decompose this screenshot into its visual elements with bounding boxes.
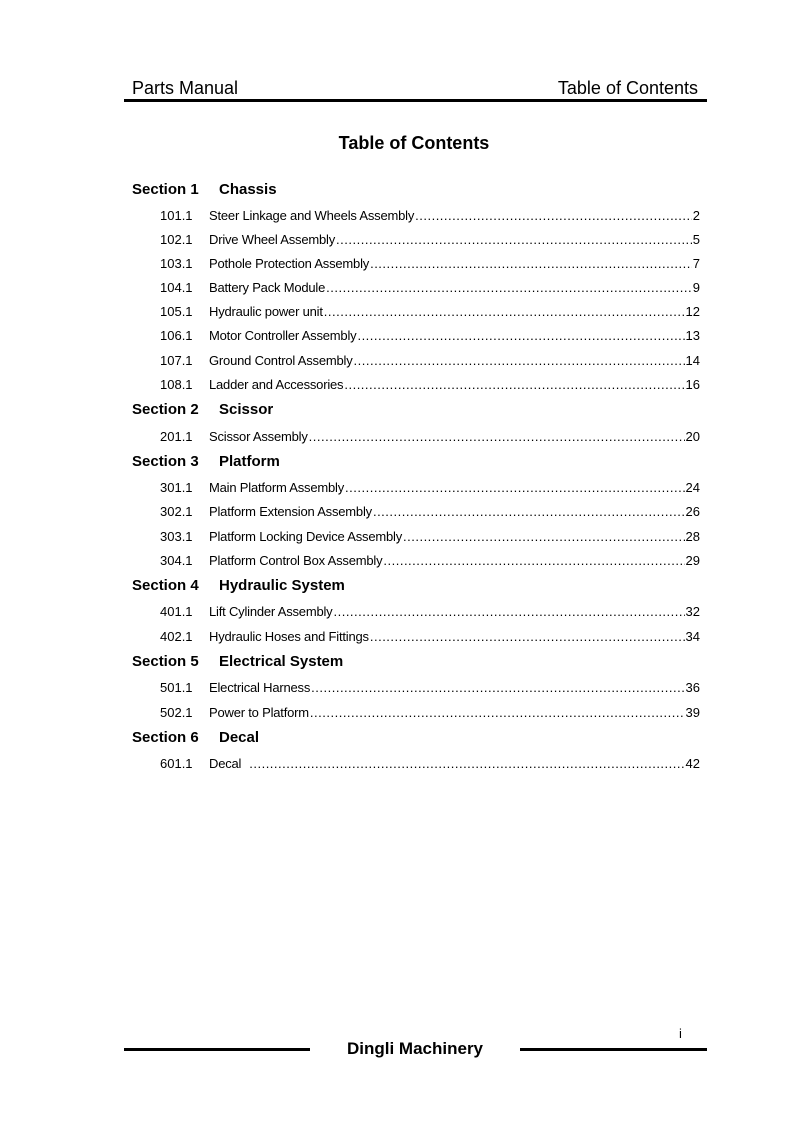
section-number: Section 2 (132, 401, 199, 418)
toc-entry-601-1[interactable] (160, 755, 700, 773)
entry-title: Ladder and Accessories (209, 377, 344, 392)
entry-number: 402.1 (160, 629, 193, 644)
dot-leader (336, 231, 692, 249)
toc-entry-304-1[interactable] (160, 552, 700, 570)
toc-entry-105-1[interactable] (160, 303, 700, 321)
toc-entry-104-1[interactable] (160, 279, 700, 297)
toc-entry-402-1[interactable] (160, 628, 700, 646)
dot-leader (345, 479, 684, 497)
entry-page: 9 (692, 280, 700, 295)
section-heading-hydraulic-system[interactable] (132, 576, 345, 596)
entry-number: 103.1 (160, 256, 193, 271)
section-number: Section 4 (132, 577, 199, 594)
toc-entry-102-1[interactable] (160, 231, 700, 249)
section-heading-chassis[interactable] (132, 180, 277, 200)
entry-page: 13 (685, 328, 700, 343)
dot-leader (383, 552, 684, 570)
page-title: Table of Contents (338, 133, 490, 153)
entry-page: 12 (685, 304, 700, 319)
entry-page: 36 (685, 680, 700, 695)
dot-leader (249, 755, 684, 773)
dot-leader (333, 603, 684, 621)
section-heading-platform[interactable] (132, 452, 280, 472)
entry-number: 107.1 (160, 353, 193, 368)
entry-title: Lift Cylinder Assembly (209, 604, 333, 619)
section-heading-electrical-system[interactable] (132, 652, 343, 672)
entry-title: Pothole Protection Assembly (209, 256, 370, 271)
entry-title: Electrical Harness (209, 680, 311, 695)
entry-number: 105.1 (160, 304, 193, 319)
dot-leader (344, 376, 684, 394)
entry-page: 24 (685, 480, 700, 495)
entry-number: 601.1 (160, 756, 193, 771)
toc-entry-101-1[interactable] (160, 207, 700, 225)
entry-number: 108.1 (160, 377, 193, 392)
entry-page: 28 (685, 529, 700, 544)
dot-leader (370, 255, 692, 273)
entry-title: Ground Control Assembly (209, 353, 353, 368)
entry-number: 106.1 (160, 328, 193, 343)
header-section-title: Table of Contents (557, 78, 698, 98)
entry-title: Main Platform Assembly (209, 480, 345, 495)
section-number: Section 6 (132, 729, 199, 746)
footer-rule-right (520, 1048, 707, 1051)
toc-entry-502-1[interactable] (160, 704, 700, 722)
entry-number: 502.1 (160, 705, 193, 720)
header-rule (124, 99, 707, 102)
entry-title: Scissor Assembly (209, 429, 308, 444)
entry-title: Platform Extension Assembly (209, 504, 372, 519)
entry-number: 303.1 (160, 529, 193, 544)
entry-title: Hydraulic Hoses and Fittings (209, 629, 369, 644)
entry-title: Battery Pack Module (209, 280, 326, 295)
toc-entry-301-1[interactable] (160, 479, 700, 497)
entry-title: Power to Platform (209, 705, 309, 720)
section-name: Scissor (219, 401, 274, 418)
dot-leader (324, 303, 685, 321)
toc-entry-107-1[interactable] (160, 352, 700, 370)
entry-page: 39 (685, 705, 700, 720)
toc-entry-106-1[interactable] (160, 327, 700, 345)
page-footer (0, 1020, 793, 1070)
toc-entry-302-1[interactable] (160, 503, 700, 521)
dot-leader (370, 628, 685, 646)
dot-leader (415, 207, 692, 225)
entry-number: 302.1 (160, 504, 193, 519)
section-number: Section 5 (132, 653, 199, 670)
entry-title: Platform Locking Device Assembly (209, 529, 403, 544)
page-number: i (679, 1026, 682, 1041)
entry-number: 201.1 (160, 429, 193, 444)
dot-leader (326, 279, 692, 297)
entry-page: 29 (685, 553, 700, 568)
entry-title: Drive Wheel Assembly (209, 232, 336, 247)
section-name: Hydraulic System (219, 577, 345, 594)
entry-page: 14 (685, 353, 700, 368)
toc-entry-201-1[interactable] (160, 428, 700, 446)
toc-entry-501-1[interactable] (160, 679, 700, 697)
entry-page: 2 (692, 208, 700, 223)
entry-page: 42 (685, 756, 700, 771)
entry-number: 501.1 (160, 680, 193, 695)
section-name: Electrical System (219, 653, 344, 670)
entry-title: Hydraulic power unit (209, 304, 323, 319)
header-document-title: Parts Manual (132, 78, 239, 98)
entry-page: 5 (692, 232, 700, 247)
section-heading-decal[interactable] (132, 728, 259, 748)
entry-title: Platform Control Box Assembly (209, 553, 383, 568)
section-name: Decal (219, 729, 260, 746)
section-heading-scissor[interactable] (132, 400, 273, 420)
dot-leader (357, 327, 684, 345)
page-header (132, 77, 698, 101)
section-number: Section 3 (132, 453, 199, 470)
footer-company-name: Dingli Machinery (346, 1039, 484, 1058)
entry-number: 104.1 (160, 280, 193, 295)
dot-leader (373, 503, 685, 521)
dot-leader (309, 428, 685, 446)
entry-title: Motor Controller Assembly (209, 328, 357, 343)
dot-leader (310, 704, 685, 722)
entry-number: 301.1 (160, 480, 193, 495)
toc-entry-303-1[interactable] (160, 528, 700, 546)
entry-page: 34 (685, 629, 700, 644)
dot-leader (311, 679, 684, 697)
entry-page: 26 (685, 504, 700, 519)
footer-rule-left (124, 1048, 310, 1051)
entry-number: 304.1 (160, 553, 193, 568)
entry-number: 102.1 (160, 232, 193, 247)
toc-entry-103-1[interactable] (160, 255, 700, 273)
toc-entry-401-1[interactable] (160, 603, 700, 621)
dot-leader (403, 528, 685, 546)
dot-leader (354, 352, 685, 370)
entry-page: 7 (692, 256, 700, 271)
entry-page: 32 (685, 604, 700, 619)
entry-page: 16 (685, 377, 700, 392)
entry-number: 101.1 (160, 208, 193, 223)
entry-page: 20 (685, 429, 700, 444)
section-number: Section 1 (132, 181, 199, 198)
section-name: Platform (219, 453, 280, 470)
section-name: Chassis (219, 181, 277, 198)
entry-title: Steer Linkage and Wheels Assembly (209, 208, 415, 223)
entry-number: 401.1 (160, 604, 193, 619)
toc-entry-108-1[interactable] (160, 376, 700, 394)
entry-title: Decal (209, 756, 242, 771)
